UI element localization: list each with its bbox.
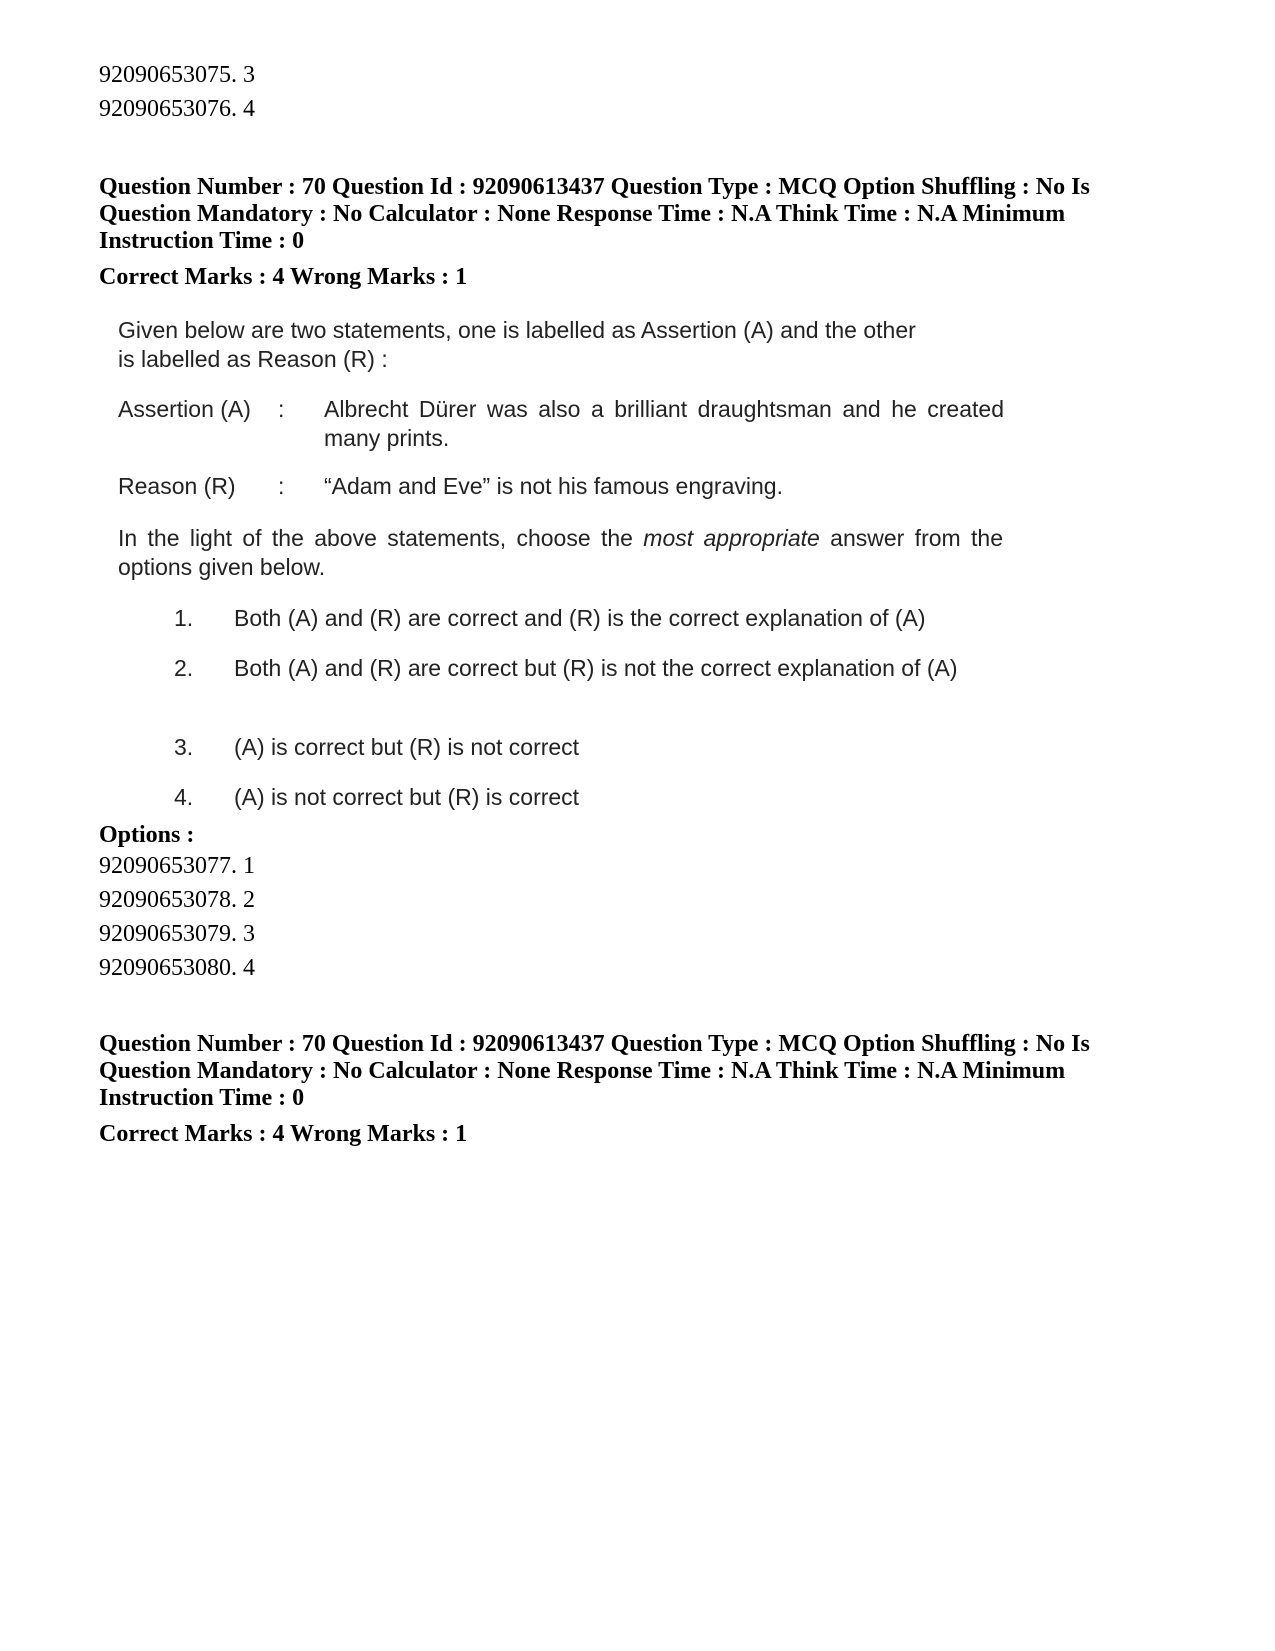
next-question-meta-line-3: Instruction Time : 0	[99, 1085, 305, 1111]
question-intro	[118, 316, 1003, 374]
next-question-marks: Correct Marks : 4 Wrong Marks : 1	[99, 1121, 468, 1147]
reason-text: “Adam and Eve” is not his famous engraving.	[324, 473, 783, 499]
question-marks: Correct Marks : 4 Wrong Marks : 1	[99, 264, 468, 290]
option-id: 92090653078	[99, 887, 231, 913]
choice-number: 1.	[174, 605, 194, 631]
option-id: 92090653080	[99, 955, 231, 981]
next-question-meta-line-1: Question Number : 70 Question Id : 92090613437 Question Type : MCQ Option Shuffling : No Is	[99, 1031, 1090, 1057]
choice-number: 3.	[174, 734, 194, 760]
assertion-colon: :	[278, 396, 285, 422]
instruction-text-start: In the light of the above statements, choose the	[118, 525, 644, 551]
choice-text: (A) is correct but (R) is not correct	[234, 734, 580, 760]
option-id: 92090653079	[99, 921, 231, 947]
option-3: 92090653079. 3	[99, 921, 255, 947]
option-label: 3	[243, 62, 255, 88]
option-id: 92090653077	[99, 853, 231, 879]
choice-number: 4.	[174, 784, 194, 810]
option-id: 92090653075	[99, 62, 231, 88]
choice-text: Both (A) and (R) are correct but (R) is not the correct explanation of (A)	[234, 655, 958, 681]
choice-text: (A) is not correct but (R) is correct	[234, 784, 580, 810]
options-heading: Options :	[99, 822, 195, 848]
assertion-text: Albrecht Dürer was also a brilliant draughtsman and he created many prints.	[324, 396, 1004, 451]
question-meta-line-2: Question Mandatory : No Calculator : None Response Time : N.A Think Time : N.A Minimum	[99, 201, 1066, 227]
next-question-meta-line-2: Question Mandatory : No Calculator : None Response Time : N.A Think Time : N.A Minimum	[99, 1058, 1066, 1084]
option-label: 4	[243, 96, 255, 122]
option-2: 92090653078. 2	[99, 887, 255, 913]
option-label: 1	[243, 853, 255, 879]
next-question-meta	[99, 1031, 1179, 1112]
reason-label: Reason (R)	[118, 473, 236, 499]
option-4: 92090653080. 4	[99, 955, 255, 981]
option-label: 4	[243, 955, 255, 981]
option-label: 3	[243, 921, 255, 947]
choice-text: Both (A) and (R) are correct and (R) is the correct explanation of (A)	[234, 605, 926, 631]
prev-option-2: 92090653076. 4	[99, 96, 255, 122]
assertion-label: Assertion (A)	[118, 396, 251, 422]
question-instruction	[118, 524, 1003, 582]
prev-option-1: 92090653075. 3	[99, 62, 255, 88]
option-label: 2	[243, 887, 255, 913]
instruction-emphasis: most appropriate	[643, 525, 820, 551]
question-meta-line-3: Instruction Time : 0	[99, 228, 305, 254]
question-meta-line-1: Question Number : 70 Question Id : 92090613437 Question Type : MCQ Option Shuffling : No Is	[99, 174, 1090, 200]
option-1: 92090653077. 1	[99, 853, 255, 879]
question-meta	[99, 174, 1179, 255]
instruction-text-end: answer from the options given below.	[118, 525, 1003, 580]
choice-number: 2.	[174, 655, 194, 681]
question-intro-line-1: Given below are two statements, one is labelled as Assertion (A) and the other	[118, 317, 916, 343]
option-id: 92090653076	[99, 96, 231, 122]
question-intro-line-2: is labelled as Reason (R) :	[118, 346, 388, 372]
reason-colon: :	[278, 473, 285, 499]
